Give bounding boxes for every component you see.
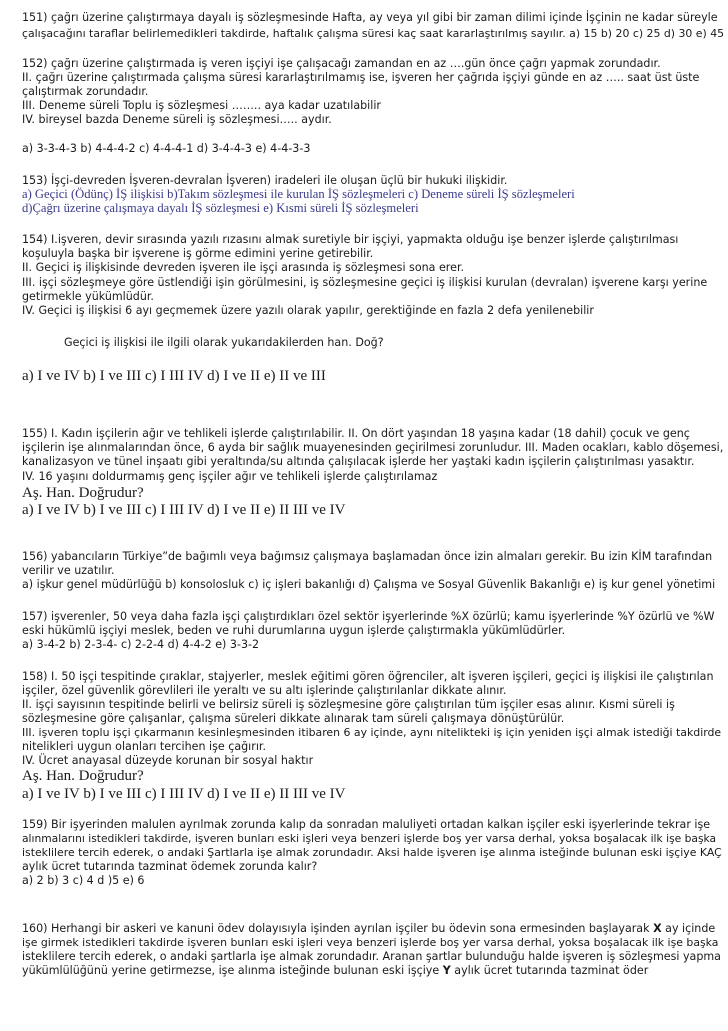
question-155-line-4: IV. 16 yaşını doldurmamış genç işçiler ağır ve tehlikeli işlerde çalıştırılamaz	[22, 470, 438, 483]
question-151-line-1: 151) çağrı üzerine çalıştırmaya dayalı iş sözleşmesinde Hafta, ay veya yıl gibi bir zaman dilimi içinde İşçinin ne kadar süreyle	[22, 11, 718, 24]
question-157-line-2: eski hükümlü işçiyi meslek, beden ve ruhi durumlarına uygun işlerde çalıştırmakla yükümlüdürler.	[22, 624, 566, 637]
question-156-options: a) işkur genel müdürlüğü b) konsolosluk c) iç işleri bakanlığı d) Çalışma ve Sosyal Güvenlik Bakanlığı e) iş kur genel yönetimi	[22, 578, 716, 591]
question-159-line-4: aylık ücret tutarında tazminat ödemek zorunda kalır?	[22, 860, 318, 873]
question-160-line-3: isteklilere tercih ederek, o andaki şartlarla işe almak zorundadır. Aranan şartlar bulunduğu halde işveren iş sözleşmesi yapma	[22, 950, 721, 963]
question-155-options: a) I ve IV b) I ve III c) I III IV d) I ve II e) II III ve IV	[22, 502, 346, 518]
question-157-line-1: 157) işverenler, 50 veya daha fazla işçi çalıştırdıkları özel sektör işyerlerinde %X özürlü; kamu işyerlerinde %Y özürlü ve %W	[22, 610, 715, 623]
question-158-line-7: IV. Ücret anayasal düzeyde korunan bir sosyal haktır	[22, 754, 314, 767]
question-154-line-5: getirmekle yükümlüdür.	[22, 290, 154, 303]
question-160-line-2: işe girmek istedikleri takdirde işveren bunları eski işleri veya benzeri işlerde boş yer varsa derhal, yoksa boşalacak ilk işe başka	[22, 936, 719, 949]
question-154-options: a) I ve IV b) I ve III c) I III IV d) I ve II e) II ve III	[22, 368, 326, 384]
question-158-prompt: Aş. Han. Doğrudur?	[22, 768, 144, 784]
question-152-line-4: III. Deneme süreli Toplu iş sözleşmesi …….. aya kadar uzatılabilir	[22, 99, 381, 112]
question-152-line-2: II. çağrı üzerine çalıştırmada çalışma süresi kararlaştırılmamış ise, işveren her çağrıda işçiyi günde en az ….. saat üst üste	[22, 71, 700, 84]
question-152-line-5: IV. bireysel bazda Deneme süreli iş sözleşmesi….. aydır.	[22, 113, 332, 126]
question-160-line-1-text: 160) Herhangi bir askeri ve kanuni ödev dolayısıyla işinden ayrılan işçiler bu ödevin sona ermesinden başlayarak	[22, 922, 654, 935]
question-160-blank-y: Y	[442, 964, 451, 977]
question-155-prompt: Aş. Han. Doğrudur?	[22, 485, 144, 501]
question-158-line-6: nitelikleri uygun olanları tercihen işe çağırır.	[22, 740, 266, 753]
question-152-options: a) 3-3-4-3 b) 4-4-4-2 c) 4-4-4-1 d) 3-4-4-3 e) 4-4-3-3	[22, 142, 311, 155]
question-160-line-4-end: aylık ücret tutarında tazminat öder	[450, 964, 649, 977]
question-154-line-6: IV. Geçici iş ilişkisi 6 ayı geçmemek üzere yazılı olarak yapılır, gerektiğinde en fazla 2 defa yenilenebilir	[22, 304, 594, 317]
question-154-line-1: 154) I.işveren, devir sırasında yazılı rızasını almak suretiyle bir işçiyi, yapmakta olduğu işe benzer işlerde çalıştırılması	[22, 233, 679, 246]
question-155-line-3: kanalizasyon ve tünel inşaatı gibi yeraltında/su altında çalışılacak işlerde her yaştaki kadın işçilerin çalıştırılması yasaktır.	[22, 455, 695, 468]
question-155-line-1: 155) I. Kadın işçilerin ağır ve tehlikeli işlerde çalıştırılabilir. II. On dört yaşından 18 yaşına kadar (18 dahil) çocuk ve genç	[22, 427, 690, 440]
question-156-line-1: 156) yabancıların Türkiye”de bağımlı veya bağımsız çalışmaya başlamadan önce izin almaları gerekir. Bu izin KİM tarafından	[22, 550, 713, 563]
question-159-line-1: 159) Bir işyerinden malulen ayrılmak zorunda kalıp da sonradan maluliyeti ortadan kalkan işçiler eski işyerlerinde tekrar işe	[22, 818, 711, 831]
question-159-line-2: alınmalarını istedikleri takdirde, işveren bunları eski işleri veya benzeri işlerde boş yer varsa derhal, yoksa boşalacak ilk işe başka	[22, 832, 717, 845]
question-159-line-3: isteklilere tercih ederek, o andaki Şartlarla işe almak zorundadır. Aksi halde işveren işe alınma isteğinde bulunan eski işçiye KAÇ	[22, 846, 722, 859]
question-158-line-5: III. işveren toplu işçi çıkarmanın kesinleşmesinden itibaren 6 ay içinde, aynı nitelikteki iş için yeniden işçi almak istediği takdirde	[22, 726, 722, 739]
question-154-line-3: II. Geçici iş ilişkisinde devreden işveren ile işçi arasında iş sözleşmesi sona erer.	[22, 261, 465, 274]
question-157-options: a) 3-4-2 b) 2-3-4- c) 2-2-4 d) 4-4-2 e) 3-3-2	[22, 638, 260, 651]
question-159-options: a) 2 b) 3 c) 4 d )5 e) 6	[22, 874, 145, 887]
question-158-line-1: 158) I. 50 işçi tespitinde çıraklar, stajyerler, meslek eğitimi gören öğrenciler, alt işveren işçileri, geçici iş ilişkisi ile çalıştırılan	[22, 670, 714, 683]
question-158-line-2: işçiler, özel güvenlik görevlileri ile yeraltı ve su altı işlerinde çalıştırılanlar dikkate alınır.	[22, 684, 507, 697]
question-158-line-4: sözleşmesine göre çalışanlar, çalışma süreleri dikkate alınarak tam süreli çalışmaya dönüştürülür.	[22, 712, 565, 725]
question-154-line-2: koşuluyla başka bir işverene iş görme edimini yerine getirebilir.	[22, 247, 374, 260]
question-160-line-1-end: ay içinde	[661, 922, 716, 935]
question-156-line-2: verilir ve uzatılır.	[22, 564, 115, 577]
question-153-options-1: a) Geçici (Ödünç) İŞ ilişkisi b)Takım sözleşmesi ile kurulan İŞ sözleşmeleri c) Deneme süreli İŞ sözleşmeleri	[22, 187, 575, 201]
question-151-line-2: çalışacağını taraflar belirlemedikleri takdirde, haftalık çalışma süresi kaç saat kararlaştırılmış sayılır. a) 15 b) 20 c) 25 d) 30 e) 45	[22, 27, 725, 40]
question-154-line-4: III. işçi sözleşmeye göre üstlendiği işin görülmesini, iş sözleşmesine geçici iş ilişkisi kurulan (devralan) işverene karşı yerine	[22, 276, 708, 289]
question-160-line-1	[22, 922, 715, 936]
question-152-line-3: çalıştırmak zorundadır.	[22, 85, 149, 98]
question-155-line-2: işçilerin işe alınmalarından önce, 6 ayda bir sağlık muayenesinden geçirilmesi zorunludur. III. Maden ocakları, kablo döşemesi,	[22, 441, 724, 454]
question-160-blank-x: X	[653, 922, 662, 935]
question-152-line-1: 152) çağrı üzerine çalıştırmada iş veren işçiyi işe çalışacağı zamandan en az ….gün önce çağrı yapmak zorundadır.	[22, 57, 661, 70]
question-160-line-4-text: yükümlülüğünü yerine getirmezse, işe alınma isteğinde bulunan eski işçiye	[22, 964, 443, 977]
question-160-line-4	[22, 964, 648, 978]
question-153-options-2: d)Çağrı üzerine çalışmaya dayalı İŞ sözleşmesi e) Kısmi süreli İŞ sözleşmeleri	[22, 201, 419, 215]
question-158-line-3: II. işçi sayısının tespitinde belirli ve belirsiz süreli iş sözleşmesine göre çalıştırılan tüm işçiler esas alınır. Kısmi süreli iş	[22, 698, 675, 711]
question-153-line-1: 153) İşçi-devreden İşveren-devralan İşveren) iradeleri ile oluşan üçlü bir hukuki ilişkidir.	[22, 174, 508, 187]
question-158-options: a) I ve IV b) I ve III c) I III IV d) I ve II e) II III ve IV	[22, 786, 346, 802]
question-154-prompt: Geçici iş ilişkisi ile ilgili olarak yukarıdakilerden han. Doğ?	[64, 336, 384, 349]
